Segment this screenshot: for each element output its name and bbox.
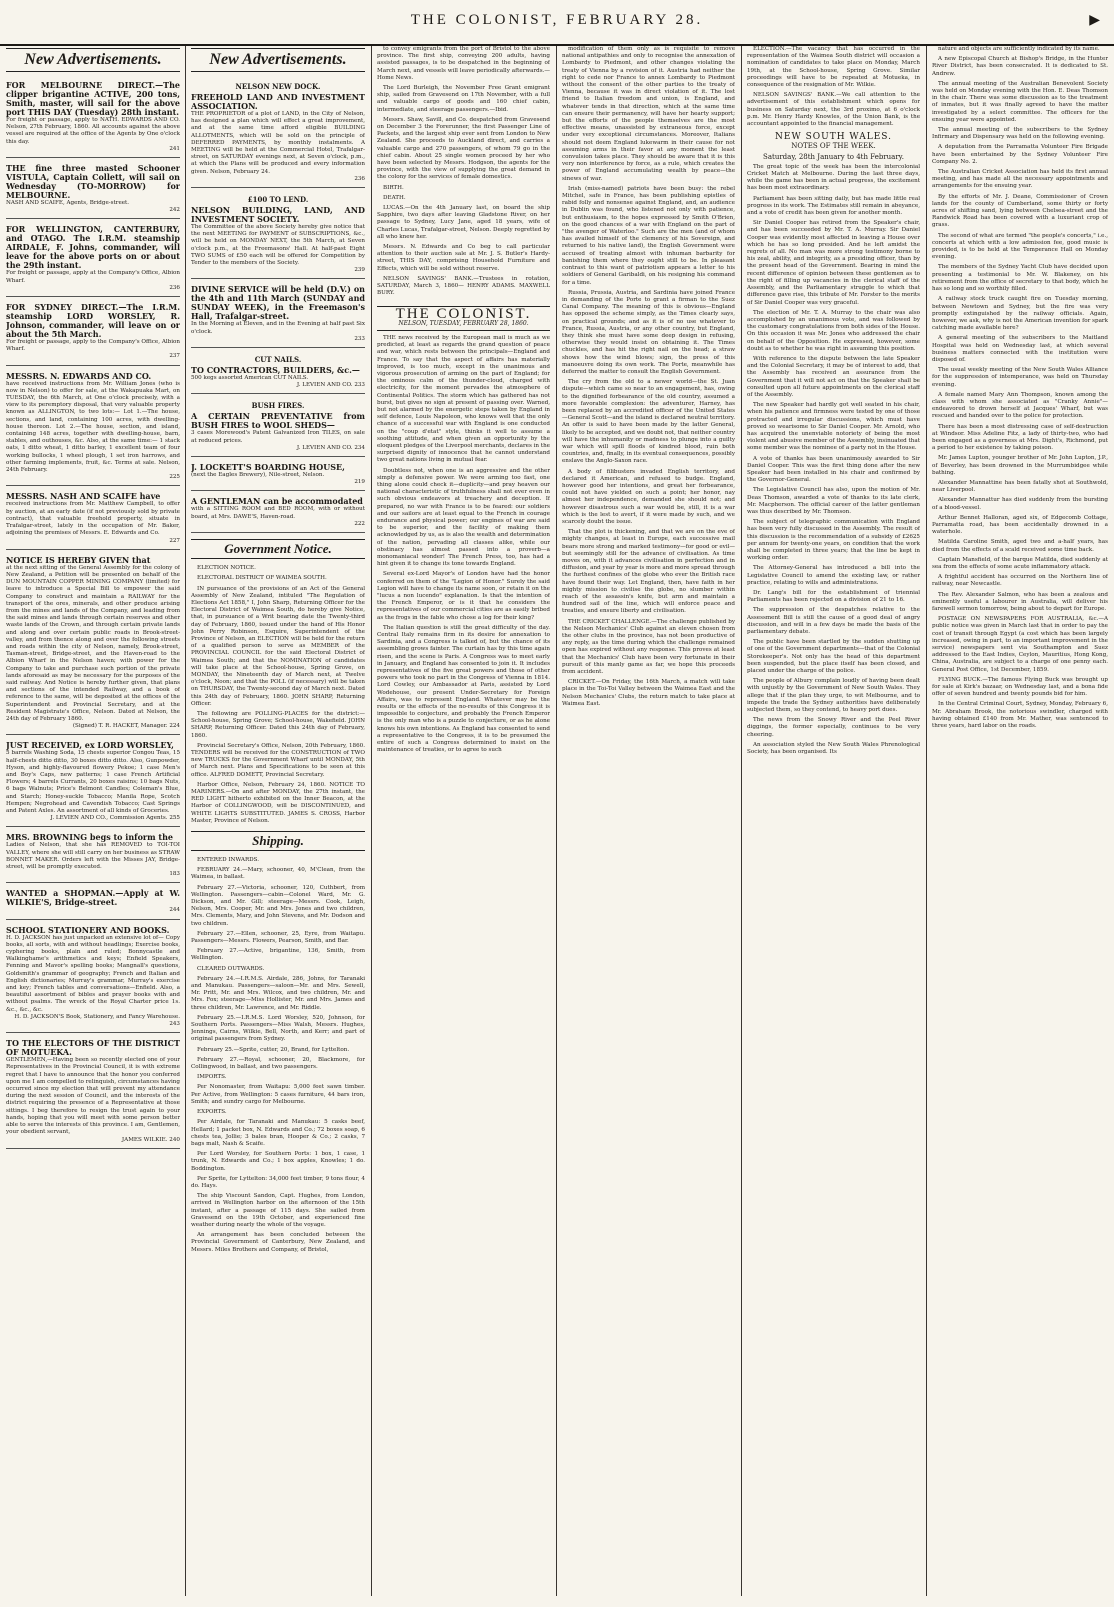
advertisement-body: NASH AND SCAIFE, Agents, Bridge-street. [6,200,130,207]
shipping-entry: February 27.—Ellen, schooner, 25, Eyre, from Waitapu. Passengers—Messrs. Flowers, Pearson, Smith, and Bar. [191,930,365,945]
column-editorial-2 [562,46,735,1596]
advertisement-body: 500 kegs assorted American CUT NAILS. [191,375,309,382]
advertisement-body: H. D. JACKSON has just unpacked an extensive lot of— Copy books, all sorts, with and without headlings; Exercise books, cyphering books, plain and ruled; Bonnycastle and Walkinghame's arithmetics and keys; Enfield Speakers, Fenning and Mavor's spelling books; Mangnall's questions, Goldsmith's grammar of geography; French and Italian and English dictionaries; Murray's grammar, Murray's exercise and key; French tables and conversations—Enfield. Also, a beautiful assortment of bibles and prayer books with and without psalms. The wreck of the Royal Charter price 1s. &c., &c., &c. [6,934,180,1013]
advertisement-signature: 233 [354,335,365,342]
advertisement-body: 3 cases Morewood's Patent Galvanized Iron TILES, on sale at reduced prices. [191,430,365,444]
news-paragraph: Messrs. Shaw, Savill, and Co. despatched from Gravesend on December 3 the Forerunner, the first Passenger Line of Packets, and the largest ship ever sent from London to New Zealand. She proceeds to Auckland direct, and carries a valuable cargo and 270 passengers, of whom 79 go in the chief cabin. About 25 single women proceed by her who have been selected by Messrs. Hodgson, the agents for the province, with the view of supplying the great demand in the colony for the services of female domestics. [377,116,550,181]
advertisement [6,886,180,919]
advertisement-signature: J. LEVIEN AND CO., Commission Agents. 255 [50,815,180,822]
editorial-paragraph: THE news received by the European mail is much as we predicted, at least as regards the grand question of peace and war, which rests between the principals—England and France. To say that the aspect of affairs has materially improved, is too much, except in the unanimous and vigorous prosecution of arming on the part of England; for the ominous calm of the thunder-cloud, charged with electricity, for the moment pervades the atmosphere of Continental Politics. The storm which has gathered has not burst, but gives no sign at present of passing over. Warned, but not alarmed by the energetic steps taken by England in self defence, Louis Napoleon, who knows well that the only chance of a successful war with England is one conducted on the "coup d'etat" style, thinks it well to assume a soothing attitude, and when given an opportunity by the eloquent pledges of the Liverpool merchants, declares in the surprised dignity of innocence that he cannot understand two great nations living in mutual fear. [377,334,550,464]
advertisement [191,460,365,491]
advertisement-heading: JUST RECEIVED, ex LORD WORSLEY, [6,740,174,751]
nsw-news-paragraph: Captain Mansfield, of the barque Matilda, died suddenly at sea from the effects of some acute inflammatory attack. [932,556,1108,570]
nsw-news-paragraph: The members of the Sydney Yacht Club have decided upon presenting a testimonial to Mr. W. Blakeney, on his retirement from the office of secretary to that body, which he has so long and so worthily filled. [932,264,1108,293]
advertisement [191,397,365,457]
advertisement [6,222,180,297]
editorial-paragraph: Doubtless not, when one is an aggressive and the other simply a defensive power. We were arming too fast, one thing alone could check it—duplicity—and pray heaven our national characteristic of truthfulness shall not ever even in such obvious endeavors at treachery and deception. If prepared, no war with France is to be feared: our soldiers and our sailors are at least equal to the French in courage endurance and physical power; our engines of war are said to be superior, and the facility of making them acknowledged by us, as is also the wealth and determination of the nation, pervading all classes alike, while our obstinacy has almost passed into a proverb—a monomaniacal wonder! The French Press, too, has had a hint given it to change its tone towards England. [377,467,550,568]
shipping-entry: February 24.—I.R.M.S. Airdale, 286, Johns, for Taranaki and Manukau. Passengers—saloon—Mr. and Mrs. Sewell, Mr. Pritt, Mr. and Mrs. Wilcox, and two children, Mr. and Mrs. Fox; steerage—Miss Hollister, Mr. and Mrs. James and three children, Mr. Lawrence, and Mr. Riddle. [191,975,365,1011]
column-rule [556,46,557,1596]
shipping-header: Shipping. [191,831,365,851]
advertisement [6,923,180,1034]
advertisement [6,738,180,827]
column-advertisements-1 [6,46,180,1596]
nsw-news-paragraph: The Australian Cricket Association has held its first annual meeting, and has made all the necessary appointments and arrangements for the ensuing year. [932,169,1108,190]
column-advertisements-2 [191,46,365,1596]
news-paragraph: Messrs. N. Edwards and Co beg to call particular attention to their auction sale at Mr. J. S. Butler's Hardy-street, THIS DAY, comprising Household Furniture and Effects, which will be sold without reserve. [377,244,550,272]
dateline: NELSON, TUESDAY, FEBRUARY 28, 1860. [377,320,550,331]
advertisement-signature: 183 [169,871,180,878]
nsw-header: NEW SOUTH WALES. [775,132,892,143]
shipping-entry: Per Lord Worsley, for Southern Ports: 1 box, 1 case, 1 trunk, N. Edwards and Co.; 1 box apples, Knowles; 1 do. Boddington. [191,1151,365,1172]
column-rule [371,46,372,1596]
advertisement-heading: FREEHOLD LAND AND INVESTMENT ASSOCIATION. [191,92,365,111]
advertisement-caption: NELSON NEW DOCK. [235,82,321,91]
nsw-news-paragraph: The second of what are termed "the people's concerts," i.e., concerts at which with a low admission fee, good music is provided, is to be held at the Temperance Hall on Monday evening. [932,232,1108,261]
nsw-news-paragraph: The subject of telegraphic communication with England has been very fully discussed in the Assembly. The result of this discussion is the recommendation of a subsidy of £2625 per annum for twenty-one years, on condition that the work shall be completed in three years; that the line be kept in working order. [747,519,920,562]
advertisement-body: For freight or passage, apply to the Company's Office, Albion Wharf. [6,339,180,353]
advertisement [6,369,180,487]
shipping-entry: FEBRUARY 24.—Mary, schooner, 40, M'Clean, from the Waimea, in ballast. [191,867,365,881]
editorial-paragraph: The Italian question is still the great difficulty of the day. Central Italy remains firm in its desire for annexation to Sardinia, and a Congress is talked of, but the chance of its assembling grows fainter. The curtain has by this time again risen, and the scene is Paris. A Congress was to meet early in January, and England has consented to join it. It includes representatives of the five great powers and those of other powers who took no part in the Congress of Vienna in 1814. Lord Cowley, our Ambassador at Paris, assisted by Lord Wodehouse, our present Under-Secretary for Foreign Affairs, was to represent England. Whatever may be the results or the effects of the no-results of this Congress it is impossible to conjecture, and probably the French Emperor is the only man who is a puzzle to conjecture, or as he alone knows his own intentions. As England has consented to send a representative to the Congress, it is to be presumed the entire of such a Congress determined to insist on the maintenance of treaties, or to agree to such [377,624,550,754]
advertisement-signature: J. LEVIEN AND CO. 233 [296,382,365,389]
advertisement-body: For freight or passage, apply to NATH. EDWARDS AND CO. Nelson, 27th February, 1860. All accounts against the above vessel are required at the office of the Agents by One o'clock this day. [6,117,180,145]
shipping-entry: ENTERED INWARDS. [197,857,260,863]
news-paragraph: to convey emigrants from the port of Bristol to the above province. The first ship, conveying 200 adults, having assisted passages, is to be despatched in the beginning of March next, and vessels will leave periodically afterwards.—Home News. [377,46,550,81]
shipping-entry: Per Nonomaster, from Waitapu: 5,000 feet sawn timber. Per Active, from Wellington: 5 cases furniture, 44 bars iron, Smith; and sundry cargo for Melbourne. [191,1084,365,1105]
nsw-news-paragraph: The new Speaker had hardly got well seated in his chair, when his patience and firmness were tested by one of those protracted and irregular discussions, which must have proved so wearisome to Sir Daniel Cooper. Mr. Arnold, who has acquired the unenviable notoriety of being the most violent and abusive member of the Assembly, insinuated that some member was the nominee of a party not in the House. [747,402,920,452]
nsw-news-paragraph: The Legislative Council has also, upon the motion of Mr. Deas Thomson, awarded a vote of thanks to its late clerk, Mr. Macpherson. The official career of the latter gentleman was thus described by Mr. Thomson. [747,487,920,515]
editorial-paragraph: modification of them only as is requisite to remove national antipathies and only to recognise the annexation of Lombardy to Piedmont, and other changes violating the treaty of Vienna by a revision of it. Austria had neither the right to cede nor France to annex Lombardy to Piedmont without the consent of the other parties to the treaty of Vienna, because it was in direct violation of it. The lost friend to Italian freedom and union, is England, and whatever tends in that direction, which at the same time can ensure their permanency, will have her hearty support; but the efforts of the people themselves are the most effective means, unassisted by extraneous force, except under very exceptional circumstances. Moreover, Italians should not deem England lukewarm in their cause for not assuming arms in their favor at any moment the least convulsion takes place. They should be aware that it is this very non interference by force, as a rule, which creates the power of England accumulating wealth by peace—the sinews of war. [562,46,735,182]
nsw-news-paragraph: In the Central Criminal Court, Sydney, Monday, February 6, Mr. Abraham Brook, the notorious swindler, charged with having obtained £140 from Mr. Mather, was sentenced to three years, hard labor on the roads. [932,701,1108,730]
nsw-news-paragraph: Arthur Bennet Halloran, aged six, of Edgecomb Cottage, Parramatta road, has been accidentally drowned in a waterhole. [932,514,1108,536]
advertisement-body: 5 barrels Washing Soda, 15 chests superior Congou Teas, 15 half-chests ditto ditto, 30 boxes ditto ditto. Also, Gunpowder, Hyson, and highly-flavoured flowery Pekoe; 1 case Men's and Boy's Caps, new patterns; 1 case French Artificial Flowers; 4 barrels Currants, 20 boxes raisins; 10 bags Nuts, 6 bags Walnuts; Price's Belmont Candles; Coleman's Blue, and Starch; Honey-suckle Tobacco; Manila Rope, Scotch Hempen; Negrohead and Cavendish Tobacco; Cast Springs and Patent Axles. An assortment of all kinds of Groceries. [6,750,180,814]
advertisement-signature: H. D. JACKSON'S Book, Stationery, and Fancy Warehouse. 243 [14,1013,180,1028]
advertisement-body: GENTLEMEN,—Having been so recently elected one of your Representatives in the Provincial Council, it is with extreme regret that I have to announce that the honor you conferred upon me I am compelled to relinquish, circumstances having occurred since my election that will prevent my attendance during the next session of Council, and the interests of the district requiring the presence of a Representative at those sittings. I beg therefore to resign the trust again to your hands, hoping that you will meet with some person better able to serve the interests of this province. I am, Gentlemen, your obedient servant, [6,1057,180,1136]
advertisement-heading: TO THE ELECTORS OF THE DISTRICT OF MOTUEKA. [6,1038,180,1058]
editorial-paragraph: The cry from the old to a newer world—the St. Juan dispute—which came so near to an engagement, has, owing to the dignified forbearance of the old country, assumed a more favorable complexion: the adventurer, Harney, has been replaced by an accredited officer of the United States—General Scott—and the island is declared neutral territory. An offer is said to have been made by the latter General, likely to be accepted, and we doubt not, that neither country will have the inhumanity or madness to plunge into a guilty war which will spill floods of kindred blood, ruin both countries, and, finally, in its eventual consequences, possibly enslave the Anglo-Saxon race. [562,379,735,465]
advertisement [6,830,180,883]
advertisement-heading: NOTICE IS HEREBY GIVEN that [6,554,151,565]
advertisement [191,282,365,348]
advertisement-heading: J. LOCKETT'S BOARDING HOUSE, [191,462,345,473]
nsw-news-paragraph: The usual weekly meeting of the New South Wales Alliance for the suppression of intemperance, was held on Thursday evening. [932,367,1108,388]
advertisement [191,191,365,279]
advertisement-heading: MESSRS. NASH AND SCAIFE have [6,491,161,502]
government-notice-paragraph: Harbor Office, Nelson, February 24, 1860. NOTICE TO MARINERS.—On and after MONDAY, the 27th instant, the RED LIGHT hitherto exhibited on the Inner Beacon, at the Harbor of COLLINGWOOD, will be DISCONTINUED, and WHITE LIGHTS SUBSTITUTED. JAMES S. CROSS, Harbor Master, Province of Nelson. [191,781,365,824]
nsw-news-paragraph: The annual meeting of the subscribers to the Sydney Infirmary and Dispensary was held on the following evening. [932,127,1108,141]
section-header: New Advertisements. [6,48,180,72]
advertisement-body: In the Morning at Eleven, and in the Evening at half past Six o'clock. [191,321,365,335]
news-paragraph: The Lord Burleigh, the November Free Grant emigrant ship, sailed from Gravesend on 17th November, with a full and valuable cargo of goods and 160 chief cabin, intermediate, and steerage passengers.—Ibid. [377,85,550,113]
advertisement-signature: 242 [169,207,180,214]
advertisement-signature: (Signed) T. R. HACKET, Manager. 224 [72,723,180,730]
advertisement [191,494,365,533]
column-rule [926,46,927,1596]
shipping-entry: Per Sprite, for Lyttelton: 34,000 feet timber, 9 tons flour, 4 do. Hays. [191,1175,365,1189]
advertisement-signature: 236 [354,175,365,182]
advertisement-body: (next the Eagles Brewery), Nile-street, Nelson. [191,472,325,479]
nsw-news-paragraph: The Attorney-General has introduced a bill into the Legislative Council to amend the existing law, or rather practice, relating to wills and administrations. [747,565,920,586]
advertisement-body: with a SITTING ROOM and BED ROOM, with or without board, at Mrs. DAWE'S, Haven-road. [191,506,365,520]
editorial-paragraph: Irish (miss-named) patriots have been busy: the rebel Mitchel, safe in France, has been publishing epistles of rabid folly and nonsense against England, and, an audience in Dublin was found, who listened not only with patience, but enthusiasm, to the hopes expressed by Smith O'Brien, on the good chances of a war with England on the part of "the avenger of Waterloo." Such are the men (and of whom has availed himself of the clemency of his Sovereign, and returned to his native land), the English Government were accused of treating almost with inhuman barbarity for banishing them where they ought still to be. In pleasant contrast to this want of patriotism appears a letter to his soldiers of General Garibaldi, on his resigning his command for a time. [562,185,735,286]
government-notice-paragraph: ELECTORAL DISTRICT OF WAIMEA SOUTH. [197,575,327,582]
editorial-paragraph: Several ex-Lord Mayor's of London have had the honor conferred on them of the "Legion of Honor." Surely the said Legion will have to change its name soon, or retain it on the "lucus a non lucendo" explanation. Is that the intention of the French Emperor, or is it that he considers the representatives of our commercial cities are as easily bribed as the frogs in the fable who chose a log for their king? [377,571,550,621]
shipping-entry: The ship Viscount Sandon, Capt. Hughes, from London, arrived in Wellington harbor on the afternoon of the 15th instant, after a passage of 115 days. She sailed from Gravesend on the 19th October, and experienced fine weather during nearly the whole of the voyage. [191,1193,365,1228]
masthead [0,0,1114,46]
advertisement-signature: 227 [169,537,180,544]
nsw-news-paragraph: The people of Albury complain loudly of having been dealt with unjustly by the Government of New South Wales. They allege that if the plan they urge, to wit Melbourne, and to impede the trade the Sydney authorities have deliberately subjected them, so they contend, to heavy port dues. [747,678,920,714]
nsw-news-paragraph: By the efforts of Mr. J. Deane, Commissioner of Crown lands for the county of Cumberland, some thirty or forty acres of shifting sand, lying between Chelsea-street and the Randwick Road has been covered with a luxuriant crop of grass. [932,193,1108,229]
government-notice-paragraph: IN pursuance of the provisions of an Act of the General Assembly of New Zealand, intituled "The Regulation of Elections Act 1858," I, John Sharp, Returning Officer for the Electoral District of Waimea South, do hereby give Notice, that, in pursuance of a Writ bearing date the Twenty-third day of February, 1860, issued under the hand of His Honor John Perry Robinson, Esquire, Superintendent of the Province of Nelson, an ELECTION will be held for the return of a qualified person to serve as MEMBER of the PROVINCIAL COUNCIL for the said Electoral District of Waimea South; and that the NOMINATION of candidates will take place at the School-house, Spring Grove, on MONDAY, the Nineteenth day of March next, at Twelve o'clock, Noon; and that the POLL (if necessary) will be taken on THURSDAY, the Twenty-second day of March next. Dated this 24th day of February, 1860. JOHN SHARP, Returning Officer. [191,585,365,707]
advertisement-body: For freight or passage, apply at the Company's Office, Albion Wharf. [6,270,180,284]
editorial-paragraph: A body of filibusters invaded English territory, and declared it American, and refused to budge. England, however good her intentions, and great her forbearance, could not have yielded on such a point; her honor, nay almost her independence, demanded she should not; and however disastrous such a war would be, still, it is a war which is the lest to avert, if it were made by such, and we scarcely doubt the issue. [562,468,735,525]
shipping-entry: February 25.—I.R.M.S. Lord Worsley, 520, Johnson, for Southern Ports. Passengers—Miss Walsh, Messrs. Hughes, Jennings, Cairns, Wilkie, Bell, North, and Kerr; and part of original passengers from Sydney. [191,1014,365,1043]
government-notice-paragraph: Provincial Secretary's Office, Nelson, 20th February, 1860. TENDERS will be received for the CONSTRUCTION of TWO new TRUCKS for the Government Wharf until MONDAY, 5th of March next. Plans and Specifications to be seen at this office. ALFRED DOMETT, Provincial Secretary. [191,742,365,778]
advertisement-heading: A GENTLEMAN can be accommodated [191,496,363,507]
editorial-paragraph: THE CRICKET CHALLENGE.—The challenge published by the Nelson Mechanics' Club against an eleven chosen from the other clubs in the province, has not been productive of any reply, as the time during which the challenge remained open has expired without any response. This proves at least that the Mechanics' Club have been very fortunate in their pursuit of this manly game as far, we hope this proceeds from accident. [562,618,735,676]
paper-title: THE COLONIST. [377,306,550,318]
advertisement-body: Ladies of Nelson, that she has REMOVED to TOI-TOI VALLEY, where she will still carry on her business as STRAW BONNET MAKER. Orders left with the Misses JAY, Bridge-street, will be promptly executed. [6,842,180,871]
shipping-entry: An arrangement has been concluded between the Provincial Government of Canterbury, New Zealand, and Messrs. Miles Brothers and Company, of Bristol, [191,1232,365,1253]
shipping-entry: IMPORTS. [197,1074,227,1081]
nsw-news-paragraph: The great topic of the week has been the intercolonial Cricket Match at Melbourne. During the last three days, while the game has been in actual progress, the excitement has been most extraordinary. [747,163,920,192]
local-news-paragraph: NELSON SAVINGS' BANK.—We call attention to the advertisement of this establishment which opens for business on Saturday next, the 3rd proximo, at 6 o'clock p.m. Mr. Henry Hardy Knowles, of the Union Bank, is the accountant appointed to the financial management. [747,92,920,128]
advertisement-signature: 244 [169,907,180,914]
column-rule [185,46,186,1596]
nsw-news-paragraph: A vote of thanks has been unanimously awarded to Sir Daniel Cooper. This was the first thing done after the new Speaker had been installed in his chair and confirmed by the Governor-General. [747,455,920,484]
advertisement-heading: MRS. BROWNING begs to inform the [6,832,173,843]
editorial-paragraph: CRICKET.—On Friday, the 16th March, a match will take place in the Toi-Toi Valley between the Waimea East and the Nelson Mechanics' Clubs, the return match to take place at Waimea East. [562,679,735,707]
nsw-date-range: Saturday, 28th January to 4th February. [763,152,904,161]
advertisement-heading: A CERTAIN PREVENTATIVE from BUSH FIRES to WOOL SHEDS— [191,411,365,431]
nsw-news-paragraph: Matilda Caroline Smith, aged two and a-half years, has died from the effects of a scald received some time back. [932,539,1108,553]
advertisement [6,300,180,366]
editorial-paragraph: That the plot is thickening, and that we are on the eve of mighty changes, at least in Europe, each successive mail bears more strong and marked testimony—for good or evil—but seemingly still for the advance of civilisation. As time moves on, with it advances civilisation in perfection and in diffusion, and year by year is more and more spread through the furthest confines of the globe who ever the British race have found their way. Let England, then, have faith in her mighty mission to civilise the globe, no slumber within reach of the assassin's knife, but arm and maintain a hundred sail of the line, which will enforce peace and treaties, and ensure liberty and civilisation. [562,529,735,615]
advertisement-signature: 219 [354,479,365,486]
government-notice-paragraph: ELECTION NOTICE. [197,565,256,572]
advertisement-heading: SCHOOL STATIONERY AND BOOKS. [6,924,170,935]
advertisement-heading: DIVINE SERVICE will be held (D.V.) on the 4th and 11th March (SUNDAY and SUNDAY WEEK), in the Freemason's Hall, Trafalgar-street. [191,284,365,322]
shipping-entry: CLEARED OUTWARDS. [197,965,265,972]
advertisement-body: received instructions from Mr. Matthew Campbell, to offer by auction, at an early date (if not previously sold by private contract), that valuable freehold property, situate in Trafalgar-street, lately in the occupation of Mr. Baker, adjoining the premises of Messrs. E. Edwards and Co. [6,501,180,537]
advertisement [191,78,365,188]
advertisement [6,1036,180,1148]
shipping-entry: EXPORTS. [197,1109,227,1116]
section-header: New Advertisements. [191,48,365,72]
nsw-news-paragraph: A general meeting of the subscribers to the Maitland Hospital was held on Wednesday last, at which several business matters connected with the institution were disposed of. [932,335,1108,363]
advertisement-signature: 222 [354,520,365,527]
advertisement-signature: 241 [169,145,180,152]
nsw-news-paragraph: The suppression of the despatches relative to the Assessment Bill is still the cause of a good deal of angry discussion, and will in a few days be made the basis of the parliamentary debate. [747,607,920,636]
advertisement-signature: 237 [169,353,180,360]
advertisement-caption: CUT NAILS. [254,355,302,365]
news-paragraph: NELSON SAVINGS' BANK.—Trustees in rotation, SATURDAY, March 3, 1860— HENRY ADAMS. MAXWELL BURY. [377,275,550,297]
column-rule [741,46,742,1596]
news-paragraph: LUCAS.—On the 4th January last, on board the ship Sapphire, two days after leaving Gladstone River, on her passage to Sydney, Lucy Jane, aged 18 years, wife of Charles Lucas, Trafalgar-street, Nelson. Deeply regretted by all who knew her. [377,205,550,240]
nsw-news-paragraph: A female named Mary Ann Thompson, known among the class with whom she associated as "Cranky Annie"—endeavored to drown herself at Jacques' Wharf, but was rescued and handed over to the police for protection. [932,391,1108,420]
column-local-news [747,46,920,1596]
advertisement [6,553,180,736]
nsw-news-paragraph: Alexander Mannattine has been fatally shot at Southwold, near Liverpool. [932,479,1108,494]
nsw-news-paragraph: There has been a most distressing case of self-destruction at Windsor. Miss Adeline Fitz, a lady of thirty-two, who had been engaged as a governess at Mrs. Dight's, Richmond, put a period to her existence by taking poison. [932,423,1108,452]
editorial-paragraph: Russia, Prussia, Austria, and Sardinia have joined France in demanding of the Porte to grant a firman to the Suez Canal Company. The meaning of this is obvious—England has opposed the scheme simply, as the Times clearly says, on practical grounds; and as it is of no use whatever to France, Russia, Austria, or any other country, but England, they think she must have some deep design in refusing, otherwise they would insist on obtaining it. The Times chuckles, and has hit the right nail on the head; a straw shows how the wind blows; sign, the press of this manoeuvre doing its own work. The Porte, meanwhile has deferred the matter to consult the English Government. [562,289,735,375]
advertisement [6,489,180,549]
advertisement-body: have received instructions from Mr. William Jones (who is now in Nelson) to offer for sale, at the Wakapuaka Mart, on TUESDAY, the 6th March, at One o'clock precisely, with a view to its peremptory disposal, that very valuable property known as ALLINGTON, to two lots:— Lot 1.—The house, sections, and land, containing 100 acres, with dwelling-house thereon. Lot 2.—The house, section, and island, containing 148 acres, together with dwelling-house, barn, stables, and outhouses, &c. Also, at the same time:— 1 stack oats, 1 ditto wheat, 1 ditto barley, 1 excellent team of four working bullocks, 1 wheel plough, 1 set iron harrows, and other farming implements, fruit, &c. Terms at sale. Nelson, 24th February. [6,380,180,474]
advertisement-signature: J. LEVIEN AND CO. 234 [296,444,365,451]
news-paragraph: DEATH. [383,194,406,201]
newspaper-title: THE COLONIST, FEBRUARY 28. [410,12,704,28]
nsw-news-paragraph: The annual meeting of the Australian Benevolent Society was held on Monday evening with the Hon. E. Deas Thomson in the chair. There was some discussion as to the treatment of inmates, but it was finally agreed to have the matter investigated by a select committee. The officers for the ensuing year were appointed. [932,80,1108,123]
advertisement-heading: MESSRS. N. EDWARDS AND CO. [6,370,152,381]
nsw-news-paragraph: A deputation from the Parramatta Volunteer Fire Brigade have been entertained by the Sydney Volunteer Fire Company No. 2. [932,144,1108,165]
advertisement-body: at the next sitting of the General Assembly for the colony of New Zealand, a Petition will be presented on behalf of the DUN MOUNTAIN COPPER MINING COMPANY (limited) for leave to introduce a Special Bill to empower the said Company to construct and maintain a RAILWAY for the transport of the ores, minerals, and other produce arising from the mines and lands of the Company, and leading from the said mines and lands through certain reserves and other waste lands of the Crown, and through certain private lands and along and over certain public roads in Brook-street-valley, and from thence along and over the following streets and roads within the city of Nelson, namely, Brook-street, Tasman-street, Bridge-street, and the Haven-road to the Albion Wharf in the Nelson haven; with power for the Company to take and purchase such portion of the private lands aforesaid as may be necessary for the purposes of the said railway. And Notice is hereby further given, that plans and sections of the intended Railway, and a book of reference to the same, will be deposited at the offices of the Superintendent and Provincial Secretary, and at the Resident Magistrate's Office, Nelson. Dated at Nelson, the 24th day of February 1860. [6,564,180,722]
advertisement-caption: BUSH FIRES. [251,401,305,411]
advertisement [6,161,180,219]
nsw-news-paragraph: An association styled the New South Wales Phrenological Society, has been organised. Its [747,741,920,756]
advertisement-caption: £100 TO LEND. [247,195,309,205]
advertisement-heading: TO CONTRACTORS, BUILDERS, &c.— [191,365,360,376]
nsw-news-paragraph: Parliament has been sitting daily, but has made little real progress in its work. The Estimates still remain in abeyance, and a vote of credit has been given for another month. [747,195,920,217]
nsw-news-paragraph: Dr. Lang's bill for the establishment of triennial Parliaments has been rejected on a division of 21 to 16. [747,590,920,604]
page-marker: ▶ [1089,12,1100,28]
advertisement-body: THE PROPRIETOR of a plot of LAND, in the City of Nelson, has designed a plan which will effect a great improvement, and at the same time afford eligible BUILDING ALLOTMENTS, which will be sold on the principle of DEFERRED PAYMENTS, by monthly instalments. A MEETING will be held at the Commercial Hotel, Trafalgar-street, on SATURDAY evenings next, at Seven o'clock, p.m., at which the Plans will be produced and every information given. Nelson, February 24. [191,111,365,175]
nsw-news-paragraph: A railway stock truck caught fire on Tuesday morning, between Newtown and Sydney, but the fire was very promptly extinguished by the railway officials. Again, however, we ask, why is not the American invention for spark catching made available here? [932,296,1108,332]
advertisement-body: The Committee of the above Society hereby give notice that the next MEETING for PAYMENT of SUBSCRIPTIONS, &c., will be held on MONDAY NEXT, the 5th March, at Seven o'clock p.m., at the Freemasons' Hall. At half-past Eight TWO SUMS of £50 each will be offered for Competition by Tender to the members of the Society. [191,224,365,267]
nsw-news-paragraph: A new Episcopal Church at Bishop's Bridge, in the Hunter River District, has been consecrated. It is dedicated to St. Andrew. [932,56,1108,77]
news-paragraph: BIRTH. [383,184,404,191]
nsw-news-paragraph: A frightful accident has occurred on the Northern line of railway, near Newcastle. [932,574,1108,588]
nsw-news-paragraph: Mr. James Lupton, younger brother of Mr. John Lupton, J.P., of Beverley, has been drowned in the Murrumbidgee while bathing. [932,455,1108,476]
advertisement-heading: WANTED a SHOPMAN.—Apply at W. WILKIE'S, Bridge-street. [6,888,180,908]
shipping-entry: February 27.—Royal, schooner, 20, Blackmore, for Collingwood, in ballast, and two passengers. [191,1056,365,1071]
nsw-news-paragraph: The news from the Snowy River and the Peel River diggings, the former especially, continues to be very cheering. [747,717,920,738]
shipping-entry: Per Airdale, for Taranaki and Manukau: 5 casks beef, Hellard; 1 packet box, N. Edwards and Co.; 72 boxes soap, 6 chests tea, Jollie; 3 bales bran, Hooper & Co.; 2 casks, 7 bags malt, Nash & Scaife. [191,1119,365,1147]
nsw-news-paragraph: Alexander Mannattur has died suddenly from the bursting of a blood-vessel. [932,497,1108,511]
nsw-subheader: NOTES OF THE WEEK. [791,142,876,151]
nsw-news-paragraph: Sir Daniel Cooper has retired from the Speaker's chair, and has been succeeded by Mr. T. A. Murray. Sir Daniel Cooper was evidently most affected in leaving a House over which he has so long presided. And he left amidst the regrets of all. No man was more strong testimony borne to his zeal, ability, and integrity, as a presiding officer, than by the present head of the Government. Bearing in mind the recent difference of opinion between these gentlemen as to the right of filling up vacancies in the clerical staff of the Assembly, and the Parliamentary struggle to which that difference gave rise, this tribute of Mr. Forster to the merits of Sir Daniel Cooper was very graceful. [747,220,920,306]
advertisement-signature: 239 [354,267,365,274]
nsw-news-paragraph: The election of Mr. T. A. Murray to the chair was also accomplished by an unanimous vote, and was followed by the customary congratulations from both sides of the House. On this occasion it was Mr. Jones who addressed the chair on behalf of the Opposition. He expressed, however, some doubt as to whether he was right in assuming this position. [747,309,920,352]
advertisement-signature: 236 [169,284,180,291]
advertisement-heading: FOR WELLINGTON, CANTERBURY, and OTAGO. The I.R.M. steamship AIRDALE, F. Johns, commander, will leave for the above ports on or about the 29th instant. [6,224,180,271]
advertisement-heading: FOR SYDNEY DIRECT.—The I.R.M. steamship LORD WORSLEY, R. Johnson, commander, will leave on or about the 5th March. [6,302,180,340]
nsw-news-paragraph: nature and objects are sufficiently indicated by its name. [938,46,1100,52]
advertisement [191,351,365,394]
shipping-entry: February 25.—Sprite, cutter, 20, Brand, for Lyttelton. [197,1046,350,1053]
nsw-news-paragraph: With reference to the dispute between the late Speaker and the Colonial Secretary, it may be of interest to add, that the Assembly has received an assurance from the Government that it will not act on that the Speaker shall be consulted upon all future appointments on the clerical staff of the Assembly. [747,355,920,398]
shipping-entry: February 27.—Victoria, schooner, 120, Cuthbert, from Wellington. Passengers—cabin—Colonel Ward, Mr. G. Dickson, and Mr. Gill; steerage—Messrs. Cook, Leigh, Nelson, Mrs. Cooper, Mr. and Mrs. Jones and two children, Mrs. Clements, Mary, and John Stevens, and Mr. Dodson and two children. [191,884,365,927]
advertisement [6,78,180,158]
nsw-news-paragraph: The Rev. Alexander Salmon, who has been a zealous and eminently useful a labourer in Australia, will deliver his farewell sermon tomorrow, being about to depart for Europe. [932,591,1108,613]
government-notice-paragraph: The following are POLLING-PLACES for the district:— School-house, Spring Grove; School-house, Wakefield. JOHN SHARP, Returning Officer. Dated this 24th day of February, 1860. [191,710,365,739]
column-nsw-news [932,46,1108,1596]
shipping-entry: February 27.—Active, brigantine, 136, Smith, from Wellington. [191,948,365,962]
advertisement-signature: JAMES WILKIE. 240 [121,1136,180,1143]
column-editorial-1 [377,46,550,1596]
nsw-news-paragraph: FLYING BUCK.—The famous Flying Buck was brought up for sale at Kirk's bazaar, on Wednesday last, and a bona fide offer of seven hundred and twenty pounds bid for him. [932,676,1108,698]
advertisement-heading: THE fine three masted Schooner VISTULA, Captain Collett, will sail on Wednesday (TO-MORROW) for MELBOURNE. [6,163,180,201]
advertisement-heading: NELSON BUILDING, LAND, AND INVESTMENT SOCIETY. [191,205,365,225]
advertisement-heading: FOR MELBOURNE DIRECT.—The clipper brigantine ACTIVE, 200 tons, Smith, master, will sail for the above port THIS DAY (Tuesday) 28th instant. [6,80,180,117]
nsw-news-paragraph: POSTAGE ON NEWSPAPERS FOR AUSTRALIA, &c.—A public notice was given in March last that in order to pay the cost of transit through Egypt (a cost which has been largely increased, owing in part, to an important improvement in the service) newspapers sent via Southampton and Suez addressed to the East Indies, Ceylon, Mauritius, Hong Kong, China, Australia, are subject to a charge of one penny each. General Post Office, 1st December, 1859. [932,616,1108,673]
government-notice-header: Government Notice. [191,539,365,559]
local-news-paragraph: ELECTION.—The vacancy that has occurred in the representation of the Waimea South district will occasion a nomination of candidates to take place on Monday, March 19th, at the School-house, Spring Grove. Similar proceedings will have to be repeated at Motueka, in consequence of the resignation of Mr. Wilkie. [747,46,920,89]
nsw-news-paragraph: The public have been startled by the sudden shutting up of one of the Government departments—that of the Colonial Storekeeper's. Not only has the head of this department been suspended, but the place itself has been closed, and placed under the charge of the police. [747,639,920,675]
advertisement-signature: 225 [169,474,180,481]
